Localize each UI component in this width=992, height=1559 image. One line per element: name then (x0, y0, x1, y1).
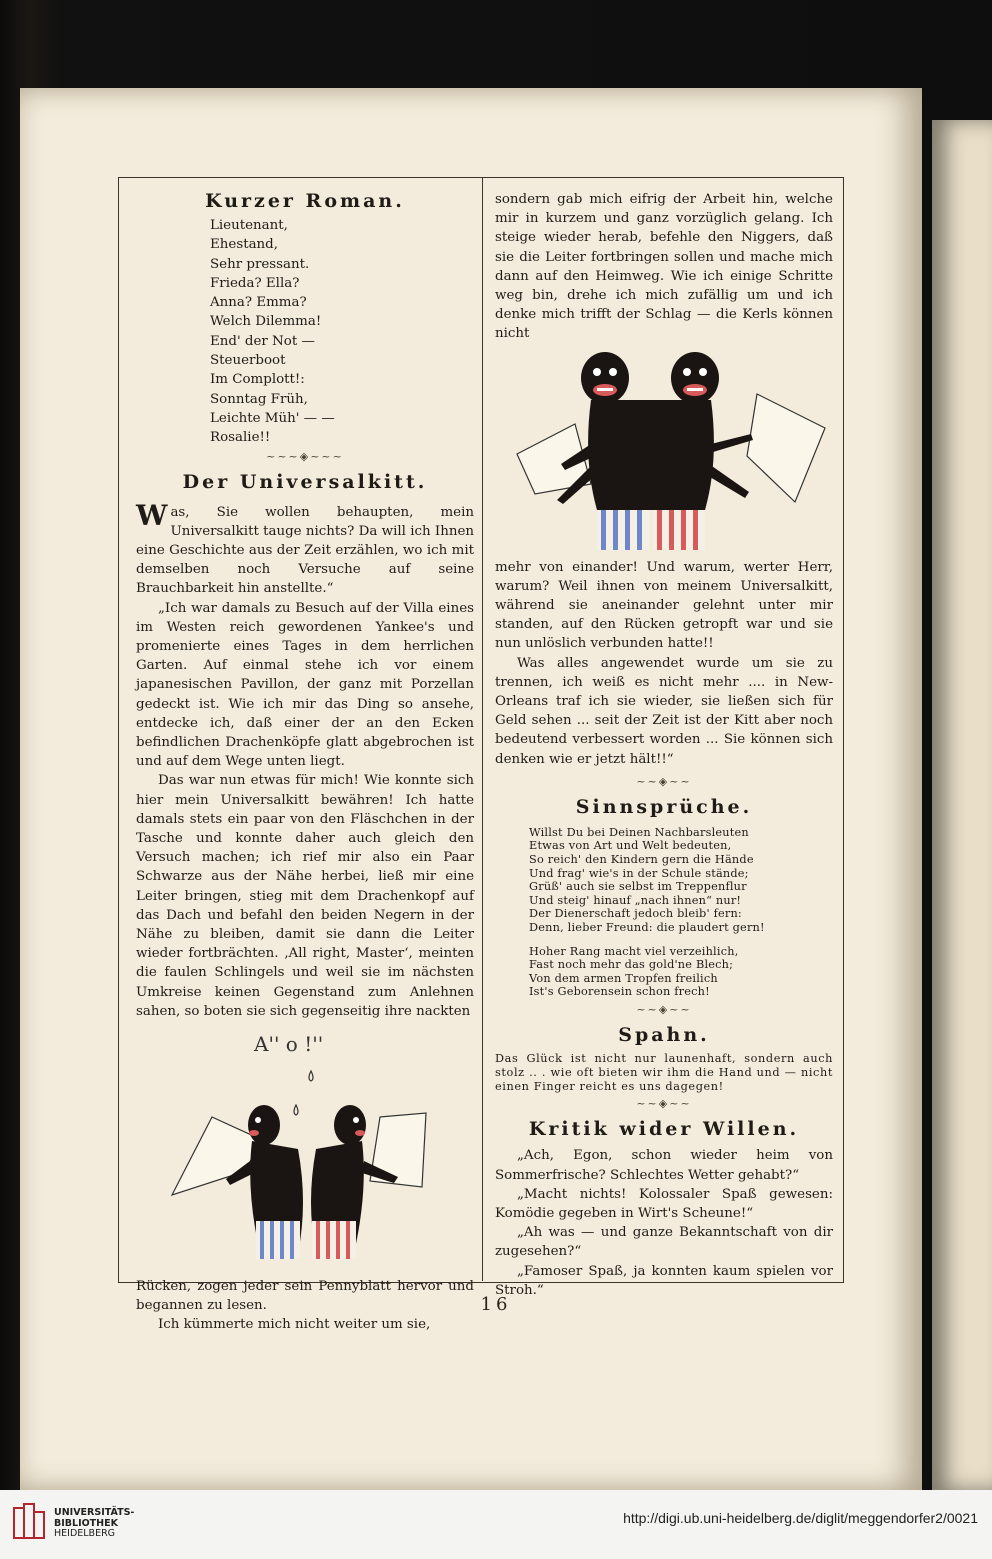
poem-title: Kurzer Roman. (205, 190, 405, 212)
verse-line: Hoher Rang macht viel verzeihlich, (529, 944, 739, 958)
illustration-caption: A'' o !'' (254, 1032, 324, 1057)
blue-striped-trousers (256, 1221, 300, 1259)
poem-line: Im Complott!: (210, 372, 305, 388)
kritik-paragraph: „Famoser Spaß, ja konnten kaum spielen vor Stroh.“ (495, 1263, 833, 1298)
library-name-line: UNIVERSITÄTS- (54, 1507, 135, 1518)
story-paragraph: „Ich war damals zu Besuch auf der Villa eines im Westen reich gewordenen Yankee's und promenierte eines Tages in dem herrlichen Garten. Auf einmal stehe ich vor einem japanesischen Pavillon, der ganz mit Porzellan gedeckt ist. Wie ich mir das Ding so ansehe, entdecke ich, daß einer der an den Ecken befindlichen Drachenköpfe glatt abgebrochen ist und auf dem Wege unten liegt. (136, 600, 474, 770)
verse-line: Grüß' auch sie selbst im Treppenflur (529, 880, 747, 894)
ornament-divider: ~~◈~~ (636, 1097, 692, 1111)
kritik-paragraph: „Ah was — und ganze Bekanntschaft von dir zugesehen?“ (495, 1225, 833, 1260)
ornament-divider: ~~~◈~~~ (266, 449, 344, 463)
verse-line: Denn, lieber Freund: die plaudert gern! (529, 921, 765, 935)
verse-line: Und steig' hinauf „nach ihnen“ nur! (529, 893, 742, 907)
story-title: Der Universalkitt. (182, 470, 428, 493)
poem-line: Sonntag Früh, (210, 391, 308, 407)
story-paragraph: Was alles angewendet wurde um sie zu trennen, ich weiß es nicht mehr .... in New-Orleans traf ich sie wieder, sie ließen sich für Geld sehen ... seit der Zeit ist der Kitt aber noch bedeutend verbessert worden ... Sie können sich denken wie er jetzt hält!!“ (495, 655, 833, 767)
poem-line: End' der Not — (210, 333, 315, 349)
poem-line: Welch Dilemma! (210, 314, 322, 330)
left-column (136, 190, 474, 1335)
verse-line: So reich' den Kindern gern die Hände (529, 853, 754, 867)
story-paragraph: sondern gab mich eifrig der Arbeit hin, welche mir in kurzem und ganz vorzüglich gelang. Ich steige wieder herab, befehle den Niggers, daß sie die Leiter fortbringen sollen und mache mich dann auf den Heimweg. Wie ich einige Schritte weg bin, drehe ich mich zufällig um und ich denke mich trifft der Schlag — die Kerls können nicht (495, 192, 833, 342)
poem-line: Frieda? Ella? (210, 275, 300, 291)
sayings-verse-1 (529, 826, 833, 935)
library-name-line: HEIDELBERG (54, 1528, 116, 1539)
story-paragraph: mehr von einander! Und warum, werter Herr, warum? Weil ihnen von meinem Universalkitt, während sie aneinander gelehnt unter mir standen, auf den Rücken getropft war und sie nun unlöslich verbunden hatte!! (495, 559, 833, 652)
library-name-line: BIBLIOTHEK (54, 1517, 118, 1529)
facing-page-edge (932, 120, 992, 1490)
story-text: as, Sie wollen behaupten, mein Universalkitt tauge nichts? Da will ich Ihnen eine Geschichte aus der Zeit erzählen, wo ich mit demselben noch Versuche auf seine Brauchbarkeit hin anstellte.“ (136, 504, 474, 597)
verse-line: Fast noch mehr das gold'ne Blech; (529, 958, 734, 972)
library-name (54, 1508, 134, 1540)
illustration-men-stuck-together (495, 344, 833, 552)
column-divider (482, 178, 483, 1281)
ornament-divider: ~~◈~~ (636, 1002, 692, 1016)
poem-line: Leichte Müh' — — (210, 410, 335, 426)
illustration-two-men-reading (136, 1021, 474, 1269)
library-logo-icon (12, 1502, 48, 1542)
spahn-title: Spahn. (618, 1023, 710, 1046)
viewer-footer (0, 1490, 992, 1559)
red-striped-trousers (312, 1221, 356, 1259)
verse-line: Willst Du bei Deinen Nachbarsleuten (529, 825, 749, 839)
blue-striped-trousers (597, 510, 649, 550)
story-paragraph: Rücken, zogen jeder sein Pennyblatt hervor und begannen zu lesen. (136, 1279, 474, 1314)
sayings-title: Sinnsprüche. (575, 795, 753, 818)
story-paragraph: Das war nun etwas für mich! Wie konnte sich hier mein Universalkitt bewähren! Ich hatte damals stets ein paar von den Fläschchen in der Tasche und konnte daher auch gleich den Versuch machen; ich rief mir also ein Paar Schwarze aus der Nähe herbei, ließ mir eine Leiter bringen, stieg mit dem Drachenkopf auf das Dach und befahl den beiden Negern in der Nähe zu bleiben, damit sie dann die Leiter wieder fortbrächten. ‚All right, Master‘, meinten die faulen Schlingels und weil sie im nächsten Umkreise keinen Gegenstand zum Anlehnen sahen, so boten sie sich gegenseitig ihre nackten (136, 773, 474, 1019)
kritik-title: Kritik wider Willen. (528, 1118, 800, 1141)
poem-line: Steuerboot (210, 353, 286, 369)
sayings-verse-2 (529, 945, 833, 999)
verse-line: Etwas von Art und Welt bedeuten, (529, 839, 732, 853)
verse-line: Und frag' wie's in der Schule stände; (529, 866, 749, 880)
verse-line: Von dem armen Tropfen freilich (529, 971, 718, 985)
drop-cap: W (136, 498, 168, 532)
right-column (495, 190, 833, 1300)
poem-line: Sehr pressant. (210, 256, 310, 272)
spahn-text: Das Glück ist nicht nur launenhaft, sondern auch stolz .. . wie oft bieten wir ihm die Hand und — nicht einen Finger reicht es uns dagegen! (495, 1051, 833, 1093)
kritik-paragraph: „Ach, Egon, schon wieder heim von Sommerfrische? Schlechtes Wetter gehabt?“ (495, 1148, 833, 1183)
poem-lines (210, 216, 474, 448)
red-striped-trousers (653, 510, 705, 550)
poem-line: Ehestand, (210, 237, 279, 253)
page-number: 16 (480, 1294, 512, 1315)
poem-line: Rosalie!! (210, 430, 271, 446)
page-url[interactable]: http://digi.ub.uni-heidelberg.de/diglit/meggendorfer2/0021 (623, 1510, 978, 1526)
verse-line: Der Dienerschaft jedoch bleib' fern: (529, 907, 742, 921)
verse-line: Ist's Geborensein schon frech! (529, 985, 710, 999)
kritik-paragraph: „Macht nichts! Kolossaler Spaß gewesen: Komödie gegeben in Wirt's Scheune!“ (495, 1186, 833, 1221)
poem-line: Lieutenant, (210, 218, 288, 233)
story-paragraph (136, 498, 474, 599)
ornament-divider: ~~◈~~ (636, 774, 692, 788)
poem-line: Anna? Emma? (210, 295, 307, 311)
story-paragraph: Ich kümmerte mich nicht weiter um sie, (158, 1317, 431, 1333)
